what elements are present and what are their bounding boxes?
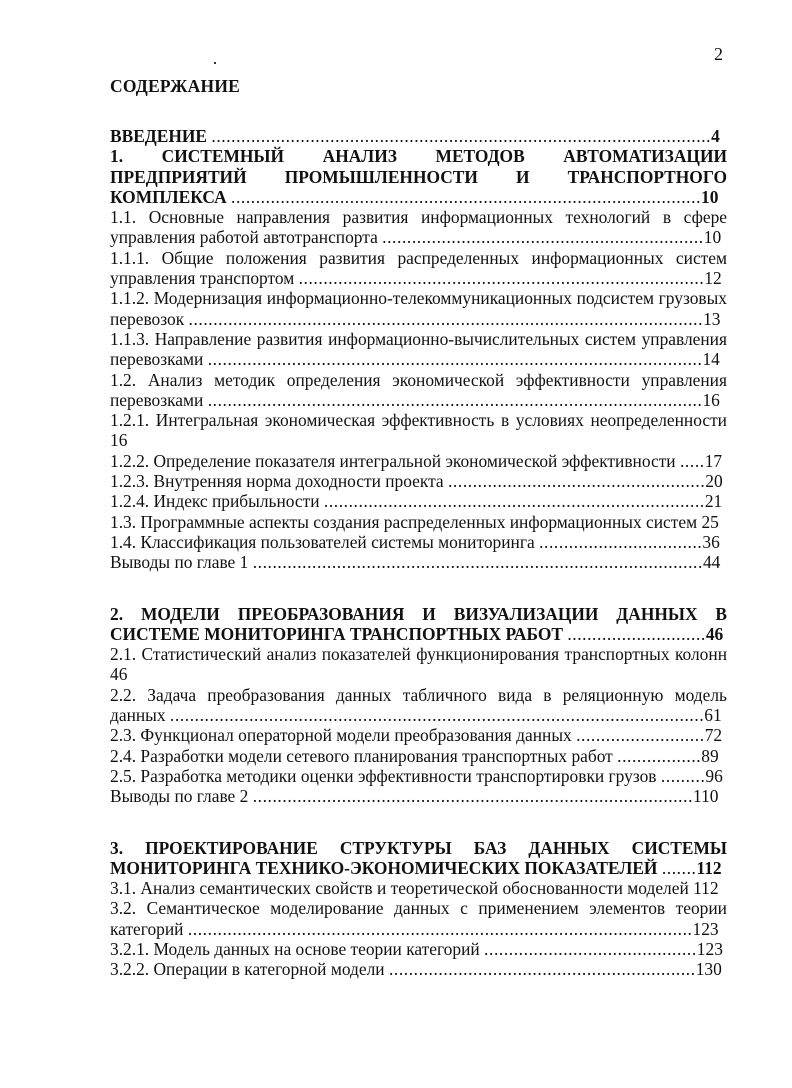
- toc-entry: [110, 786, 727, 806]
- scan-speck: [214, 62, 216, 64]
- dot-leader: .......: [661, 857, 697, 878]
- toc-entry: [110, 959, 727, 979]
- toc-entry-title: ВВЕДЕНИЕ: [110, 126, 208, 146]
- toc-entry-page: 46: [705, 623, 724, 644]
- dot-leader: ...........................................................................................: [252, 552, 703, 573]
- toc-entry: [110, 766, 727, 786]
- toc-entry-page: 20: [705, 471, 723, 492]
- toc-entry: [110, 532, 727, 552]
- toc-entry-title: 1.1. Основные направления развития информационных технологий в сфере управления работой автотранспорта: [110, 207, 727, 248]
- toc-entry: [110, 644, 727, 685]
- toc-entry-page: 12: [704, 268, 722, 289]
- toc-entry-title: 1.2.3. Внутренняя норма доходности проекта: [110, 471, 444, 492]
- toc-heading: СОДЕРЖАНИЕ: [110, 76, 241, 96]
- toc-entry: [110, 604, 727, 645]
- toc-entry-page: 112: [696, 857, 722, 878]
- toc-entry-page: 89: [701, 745, 719, 766]
- toc-entry-page: 46: [110, 664, 128, 685]
- dot-leader: .............................................................................: [323, 491, 705, 512]
- toc-entry-page: 72: [704, 725, 723, 746]
- dot-leader: ...............................................................................................: [231, 186, 702, 207]
- toc-entry: [110, 288, 727, 329]
- toc-entry: [110, 491, 727, 511]
- toc-entry: [110, 552, 727, 572]
- toc-chapter-group: [110, 838, 727, 980]
- toc-entry-page: 130: [695, 959, 722, 980]
- dot-leader: ......................................................................................................: [187, 918, 693, 939]
- dot-leader: .........................................................................................: [252, 786, 694, 807]
- toc-entry-page: 10: [703, 227, 722, 248]
- dot-leader: ..........................: [576, 725, 705, 746]
- dot-leader: ........................................................................................................: [188, 308, 704, 329]
- toc-entry-title: 3.2.2. Операции в категорной модели: [110, 959, 385, 980]
- toc-entry-page: 110: [693, 786, 719, 807]
- toc-entry-page: 123: [696, 938, 723, 959]
- toc-entry-page: 14: [702, 349, 720, 370]
- toc-entry-title: 1.1.3. Направление развития информационно-вычислительных систем управления перевозками: [110, 328, 727, 370]
- toc-entry: [110, 685, 727, 726]
- toc-entry-title: 3.1. Анализ семантических свойств и теоретической обоснованности моделей: [110, 878, 689, 899]
- toc-entry-title: 1.3. Программные аспекты создания распределенных информационных систем: [110, 511, 698, 532]
- toc-entry-page: 36: [702, 531, 720, 552]
- dot-leader: ...........................................: [484, 938, 697, 959]
- toc-entry: [110, 838, 727, 879]
- page-number: 2: [714, 44, 723, 64]
- toc-entry: [110, 207, 727, 248]
- dot-leader: ....................................................: [447, 471, 706, 492]
- toc-entry-title: 2.3. Функционал операторной модели преобразования данных: [110, 725, 572, 746]
- toc-entry-page: 4: [711, 126, 720, 146]
- dot-leader: ....................................................................................................: [207, 389, 703, 410]
- dot-leader: ............................: [567, 623, 706, 644]
- toc-entry: [110, 451, 727, 471]
- toc-entry-title: 3.2.1. Модель данных на основе теории категорий: [110, 938, 480, 959]
- toc-entry-title: 2.4. Разработки модели сетевого планирования транспортных работ: [110, 745, 613, 766]
- toc-entry-title: 1.2. Анализ методик определения экономической эффективности управления перевозками: [110, 369, 727, 410]
- toc-entry-page: 112: [693, 878, 719, 899]
- toc-entry-page: 96: [705, 765, 723, 786]
- toc-entry-title: Выводы по главе 1: [110, 552, 249, 573]
- dot-leader: ..................................................................................: [298, 268, 705, 289]
- toc-entry-title: Выводы по главе 2: [110, 786, 249, 807]
- toc-entry-title: 1.2.1. Интегральная экономическая эффективность в условиях неопределенности: [110, 410, 727, 431]
- toc-entry: [110, 146, 727, 207]
- dot-leader: ............................................................................................................: [169, 705, 705, 726]
- toc-entry-title: 1.2.2. Определение показателя интегральной экономической эффективности: [110, 450, 676, 471]
- toc-entry-title: 1.2.4. Индекс прибыльности: [110, 491, 320, 512]
- toc-entry: [110, 471, 727, 491]
- toc-entry: [110, 898, 727, 939]
- dot-leader: .................................................................: [382, 227, 704, 248]
- toc-entry-page: 10: [701, 186, 719, 207]
- toc-entry-page: 44: [702, 552, 721, 573]
- toc-entry-title: 2.1. Статистический анализ показателей функционирования транспортных колонн: [110, 644, 727, 665]
- dot-leader: ..............................................................: [388, 959, 696, 980]
- toc-entry-page: 16: [110, 430, 128, 451]
- toc-entry: [110, 248, 727, 289]
- toc-chapter-group: [110, 604, 727, 807]
- toc-entry-page: 16: [702, 389, 720, 410]
- dot-leader: .................: [617, 745, 702, 766]
- toc-entry: [110, 410, 727, 451]
- toc-chapter-group: [110, 126, 727, 573]
- toc-entry-title: 1.1.1. Общие положения развития распределенных информационных систем управления транспортом: [110, 247, 727, 289]
- toc-entry: [110, 746, 727, 766]
- dot-leader: .........: [660, 765, 706, 786]
- toc-entry: [110, 939, 727, 959]
- toc-entry: [110, 370, 727, 411]
- toc-entry-title: 2. МОДЕЛИ ПРЕОБРАЗОВАНИЯ И ВИЗУАЛИЗАЦИИ ДАННЫХ В СИСТЕМЕ МОНИТОРИНГА ТРАНСПОРТНЫХ РАБОТ: [110, 603, 727, 644]
- toc-entry: [110, 329, 727, 370]
- toc-entry-page: 123: [692, 918, 719, 939]
- toc-entry-title: 1.1.2. Модернизация информационно-телекоммуникационных подсистем грузовых перевозок: [110, 288, 727, 329]
- dot-leader: ....................................................................................................: [207, 349, 703, 370]
- toc-entry-title: 1. СИСТЕМНЫЙ АНАЛИЗ МЕТОДОВ АВТОМАТИЗАЦИИ ПРЕДПРИЯТИЙ ПРОМЫШЛЕННОСТИ И ТРАНСПОРТНОГО КОМПЛЕКСА: [110, 146, 727, 207]
- toc-entry-page: 61: [704, 705, 722, 726]
- toc-entry-page: 13: [703, 308, 721, 329]
- toc-entry-title: 3. ПРОЕКТИРОВАНИЕ СТРУКТУРЫ БАЗ ДАННЫХ СИСТЕМЫ МОНИТОРИНГА ТЕХНИКО-ЭКОНОМИЧЕСКИХ ПОКАЗАТЕЛЕЙ: [110, 837, 727, 878]
- dot-leader: .....................................................................................................: [211, 126, 712, 146]
- toc-entry-page: 21: [704, 491, 723, 512]
- toc-entry-title: 3.2. Семантическое моделирование данных с применением элементов теории категорий: [110, 898, 727, 939]
- toc-entry-page: 25: [701, 511, 719, 532]
- table-of-contents: [110, 126, 727, 980]
- toc-entry-page: 17: [704, 450, 723, 471]
- toc-entry-title: 2.5. Разработка методики оценки эффективности транспортировки грузов: [110, 765, 657, 786]
- dot-leader: .................................: [539, 531, 703, 552]
- toc-entry: [110, 878, 727, 898]
- toc-entry-title: 2.2. Задача преобразования данных табличного вида в реляционную модель данных: [110, 684, 727, 726]
- toc-entry-title: 1.4. Классификация пользователей системы мониторинга: [110, 531, 535, 552]
- dot-leader: .....: [679, 450, 705, 471]
- toc-entry: [110, 725, 727, 745]
- toc-entry: [110, 126, 727, 146]
- toc-entry: [110, 512, 727, 532]
